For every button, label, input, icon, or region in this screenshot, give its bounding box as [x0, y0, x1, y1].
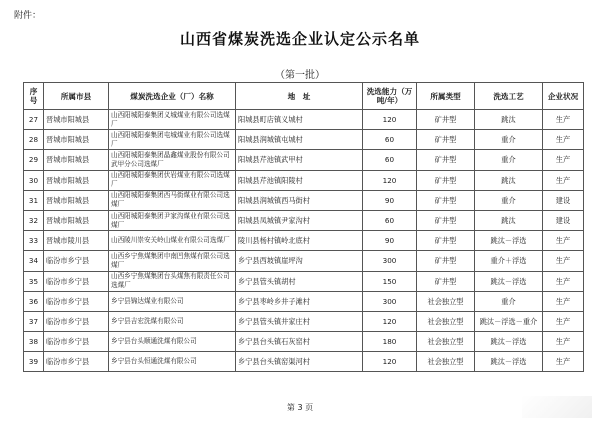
cell-address: 阳城县町店镇义城村: [236, 110, 363, 130]
cell-city-county: 临汾市乡宁县: [44, 271, 109, 291]
cell-capacity: 120: [363, 311, 417, 331]
cell-address: 阳城县凤城镇尹家沟村: [236, 210, 363, 230]
cell-type: 社会独立型: [417, 291, 475, 311]
header-city-county: 所属市县: [44, 83, 109, 110]
cell-city-county: 晋城市阳城县: [44, 110, 109, 130]
cell-address: 乡宁县管头镇胡村: [236, 271, 363, 291]
cell-status: 生产: [543, 352, 584, 372]
cell-index: 39: [24, 352, 44, 372]
cell-capacity: 300: [363, 291, 417, 311]
table-row: [24, 190, 584, 210]
header-address: 地 址: [236, 83, 363, 110]
cell-capacity: 120: [363, 352, 417, 372]
cell-type: 矿井型: [417, 271, 475, 291]
cell-capacity: 60: [363, 130, 417, 150]
cell-enterprise-name: 乡宁县台头恒通洗煤有限公司: [109, 352, 236, 372]
table-row: [24, 231, 584, 251]
cell-process: 跳汰－浮选: [475, 332, 543, 352]
cell-type: 社会独立型: [417, 332, 475, 352]
cell-capacity: 180: [363, 332, 417, 352]
cell-process: 重介: [475, 130, 543, 150]
cell-capacity: 150: [363, 271, 417, 291]
table-row: [24, 352, 584, 372]
cell-city-county: 晋城市阳城县: [44, 190, 109, 210]
cell-index: 28: [24, 130, 44, 150]
cell-city-county: 晋城市陵川县: [44, 231, 109, 251]
table-row: [24, 130, 584, 150]
cell-capacity: 120: [363, 110, 417, 130]
cell-process: 跳汰－浮选: [475, 231, 543, 251]
cell-type: 矿井型: [417, 150, 475, 170]
header-process: 洗选工艺: [475, 83, 543, 110]
cell-enterprise-name: 山西乡宁焦煤集团申南凹焦煤有限公司选煤厂: [109, 251, 236, 271]
cell-index: 27: [24, 110, 44, 130]
cell-index: 37: [24, 311, 44, 331]
cell-address: 阳城县润城镇屯城村: [236, 130, 363, 150]
header-type: 所属类型: [417, 83, 475, 110]
table-row: [24, 251, 584, 271]
cell-status: 生产: [543, 311, 584, 331]
cell-address: 阳城县润城镇西马街村: [236, 190, 363, 210]
cell-status: 生产: [543, 130, 584, 150]
cell-address: 阳城县芹池镇阳陵村: [236, 170, 363, 190]
cell-enterprise-name: 山西阳城阳泰集团屯城煤业有限公司选煤厂: [109, 130, 236, 150]
cell-address: 乡宁县台头镇石灰窑村: [236, 332, 363, 352]
cell-index: 36: [24, 291, 44, 311]
cell-address: 乡宁县管头镇井家庄村: [236, 311, 363, 331]
cell-city-county: 晋城市阳城县: [44, 130, 109, 150]
cell-enterprise-name: 乡宁县吉宏洗煤有限公司: [109, 311, 236, 331]
cell-index: 31: [24, 190, 44, 210]
table-body: [24, 110, 584, 372]
cell-address: 乡宁县西坡镇崖坪沟: [236, 251, 363, 271]
cell-type: 社会独立型: [417, 352, 475, 372]
cell-status: 生产: [543, 231, 584, 251]
page-corner-shadow: [522, 396, 592, 418]
table-row: [24, 311, 584, 331]
cell-enterprise-name: 山西乡宁焦煤集团台头煤焦有限责任公司选煤厂: [109, 271, 236, 291]
batch-label: （第一批）: [275, 70, 325, 81]
cell-enterprise-name: 山西阳城阳泰集团义城煤业有限公司选煤厂: [109, 110, 236, 130]
cell-city-county: 晋城市阳城县: [44, 170, 109, 190]
cell-city-county: 临汾市乡宁县: [44, 332, 109, 352]
table-row: [24, 170, 584, 190]
cell-process: 重介: [475, 190, 543, 210]
cell-process: 重介: [475, 150, 543, 170]
cell-capacity: 120: [363, 170, 417, 190]
cell-process: 跳汰－浮选－重介: [475, 311, 543, 331]
cell-process: 重介: [475, 291, 543, 311]
cell-type: 矿井型: [417, 130, 475, 150]
cell-type: 矿井型: [417, 231, 475, 251]
cell-enterprise-name: 山西阳城阳泰集团伏岩煤业有限公司选煤厂: [109, 170, 236, 190]
cell-enterprise-name: 乡宁县台头顺通洗煤有限公司: [109, 332, 236, 352]
cell-status: 建设: [543, 210, 584, 230]
cell-process: 跳汰－浮选: [475, 352, 543, 372]
cell-type: 社会独立型: [417, 311, 475, 331]
cell-city-county: 临汾市乡宁县: [44, 311, 109, 331]
cell-capacity: 60: [363, 150, 417, 170]
cell-address: 乡宁县台头镇窑渠河村: [236, 352, 363, 372]
cell-index: 33: [24, 231, 44, 251]
cell-capacity: 60: [363, 210, 417, 230]
header-enterprise-name: 煤炭洗选企业（厂）名称: [109, 83, 236, 110]
cell-status: 生产: [543, 110, 584, 130]
cell-city-county: 晋城市阳城县: [44, 210, 109, 230]
cell-type: 矿井型: [417, 190, 475, 210]
cell-index: 34: [24, 251, 44, 271]
table-row: [24, 291, 584, 311]
cell-city-county: 晋城市阳城县: [44, 150, 109, 170]
header-index: 序号: [24, 83, 44, 110]
table-row: [24, 271, 584, 291]
cell-index: 38: [24, 332, 44, 352]
cell-status: 生产: [543, 251, 584, 271]
cell-enterprise-name: 山西阳城阳泰集团晶鑫煤业股份有限公司武甲分公司选煤厂: [109, 150, 236, 170]
cell-status: 生产: [543, 170, 584, 190]
table-row: [24, 210, 584, 230]
table-row: [24, 150, 584, 170]
cell-address: 陵川县杨村镇岭北底村: [236, 231, 363, 251]
table-header-row: [24, 83, 584, 110]
cell-status: 生产: [543, 150, 584, 170]
cell-status: 生产: [543, 291, 584, 311]
cell-enterprise-name: 山西陵川崇安关岭山煤业有限公司选煤厂: [109, 231, 236, 251]
cell-status: 生产: [543, 271, 584, 291]
enterprise-table: [23, 82, 584, 372]
cell-status: 生产: [543, 332, 584, 352]
cell-city-county: 临汾市乡宁县: [44, 291, 109, 311]
table-row: [24, 110, 584, 130]
header-capacity: 洗选能力（万吨/年）: [363, 83, 417, 110]
cell-capacity: 90: [363, 190, 417, 210]
cell-enterprise-name: 山西阳城阳泰集团尹家沟煤业有限公司选煤厂: [109, 210, 236, 230]
cell-index: 30: [24, 170, 44, 190]
cell-process: 重介＋浮选: [475, 251, 543, 271]
page-number: 第 3 页: [286, 403, 314, 412]
cell-capacity: 300: [363, 251, 417, 271]
cell-type: 矿井型: [417, 170, 475, 190]
header-status: 企业状况: [543, 83, 584, 110]
cell-process: 跳汰－浮选: [475, 271, 543, 291]
cell-index: 35: [24, 271, 44, 291]
table-row: [24, 332, 584, 352]
cell-process: 跳汰: [475, 110, 543, 130]
cell-type: 矿井型: [417, 210, 475, 230]
cell-enterprise-name: 山西阳城阳泰集团西马街煤业有限公司选煤厂: [109, 190, 236, 210]
cell-address: 乡宁县枣岭乡井子滩村: [236, 291, 363, 311]
cell-city-county: 临汾市乡宁县: [44, 251, 109, 271]
cell-address: 阳城县芹池镇武甲村: [236, 150, 363, 170]
cell-status: 建设: [543, 190, 584, 210]
cell-type: 矿井型: [417, 110, 475, 130]
cell-process: 跳汰: [475, 210, 543, 230]
cell-enterprise-name: 乡宁县锦达煤业有限公司: [109, 291, 236, 311]
cell-index: 32: [24, 210, 44, 230]
cell-city-county: 临汾市乡宁县: [44, 352, 109, 372]
attachment-label: 附件：: [14, 11, 42, 21]
document-title: 山西省煤炭洗选企业认定公示名单: [179, 30, 420, 48]
cell-capacity: 90: [363, 231, 417, 251]
cell-index: 29: [24, 150, 44, 170]
cell-process: 跳汰: [475, 170, 543, 190]
cell-type: 矿井型: [417, 251, 475, 271]
